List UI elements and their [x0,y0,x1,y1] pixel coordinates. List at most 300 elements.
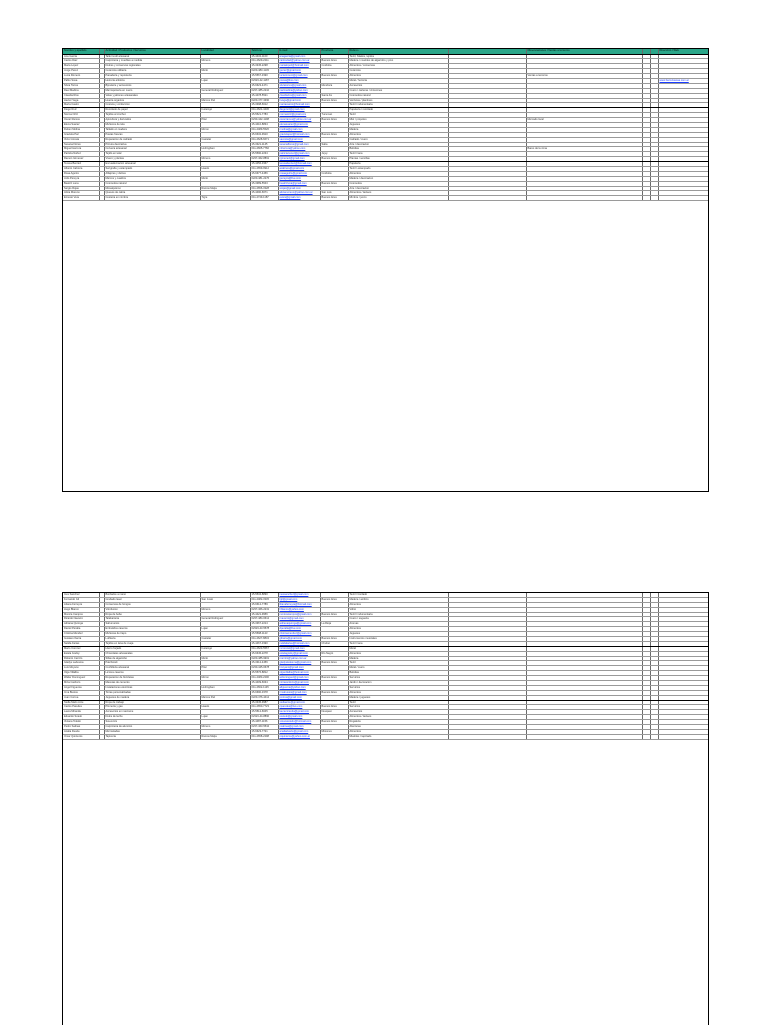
table-cell[interactable]: mirtacardozo@gmail.com [278,681,320,686]
table-cell: 0220-481-2276 [250,176,278,181]
table-cell[interactable]: lmoyano@gmail.com [278,666,320,671]
table-cell[interactable]: gladysledesma@gmail.com [278,661,320,666]
table-cell: Ropa de bebe [104,612,200,617]
table-cell[interactable]: jpereyra@live.com [278,176,320,181]
table-cell[interactable]: www.herreriasosa.com.ar [658,78,708,83]
table-cell: Muebles / tapizado [348,734,448,739]
column-header: Nombre y apellido [63,49,99,54]
table-cell: Verduras / plantines [348,98,448,103]
table-cell: Misiones [320,729,348,734]
table-cell: Moreno [200,59,250,64]
table-cell[interactable]: cparedes@live.com [278,705,320,710]
table-cell[interactable]: lilianaferreyra@hotmail.com [278,602,320,607]
table-cell: Marta Castro [63,103,99,108]
table-cell[interactable]: beatrizluna@gmail.com [278,181,320,186]
table-cell: Alberto Cabrera [63,166,99,171]
table-cell: Marcos y cuadros [104,176,200,181]
table-cell: Herreria artistica [104,78,200,83]
table-cell[interactable]: cristinamendez@gmail.com [278,632,320,637]
table-cell: Cesteria en mimbre [104,196,200,201]
table-cell[interactable]: olgavillalba@hotmail.com [278,671,320,676]
table-cell[interactable]: normaortiz@gmail.com [278,113,320,118]
table-cell: Moreno [200,725,250,730]
table-cell[interactable]: monicacampos@gmail.com [278,612,320,617]
table-cell[interactable]: patricianunez@gmail.com [278,152,320,157]
table-cell: General Rodriguez [200,88,250,93]
table-cell: 15-3345-2298 [250,64,278,69]
table-cell: 15-6612-7789 [250,602,278,607]
table-cell: Aromas [348,622,448,627]
table-cell: Buenos Aires [320,157,348,162]
table-cell: Buenos Aires [320,196,348,201]
table-cell[interactable]: psosa@live.com [278,78,320,83]
table-cell: Textil [348,661,448,666]
table-cell [448,196,526,201]
table-cell: Buenos Aires [320,74,348,79]
table-cell: Cuero / carteras / cinturones [348,88,448,93]
table-cell: 011-4665-7782 [250,147,278,152]
table-cell: Lucia Romero [63,74,99,79]
table-cell[interactable]: susanaflores@gmail.com [278,142,320,147]
table-cell: Julio Pereyra [63,176,99,181]
table-cell: Haedo [200,166,250,171]
table-cell: La Rioja [320,622,348,627]
table-cell: Tallado en madera [104,127,200,132]
table-cell: Ituzaingo [200,646,250,651]
table-cell[interactable]: mcoronel@gmail.com [278,646,320,651]
table-cell: Servicios [348,676,448,681]
table-cell: Lujan [200,627,250,632]
table-cell[interactable]: rosaaguirre@gmail.com [278,171,320,176]
table-cell: Embutidos caseros [104,627,200,632]
table-cell: Adriana Quiroga [63,622,99,627]
table-cell: Patricia Nuñez [63,152,99,157]
table-cell: 0237-463-5534 [250,725,278,730]
table-cell: Viviana Toledo [63,720,99,725]
table-cell: 011-4656-3328 [250,186,278,191]
table-cell: Tortas personalizadas [104,690,200,695]
table-cell [650,734,658,739]
table-cell: Walter Dominguez [63,676,99,681]
table-cell: 011-4659-9912 [250,166,278,171]
table-cell: 15-4410-8834 [250,122,278,127]
table-cell: Cosmetica natural [104,181,200,186]
table-cell: 011-4621-4430 [250,108,278,113]
table-cell: 15-6632-9910 [250,132,278,137]
contacts-table-1 [63,49,709,201]
table-cell: Hurlingham [200,685,250,690]
table-cell: Lujan [200,715,250,720]
table-cell: Velas y jabones artesanales [104,93,200,98]
table-cell: Moron [200,127,250,132]
table-cell[interactable]: esotelo@gmail.com [278,715,320,720]
table-cell[interactable]: stellaarce@gmail.com [278,700,320,705]
table-cell: Rosa Aguirre [63,171,99,176]
table-cell: Nelida Farias [63,641,99,646]
table-cell: Olga Villalba [63,671,99,676]
table-cell: 15-3312-4456 [250,661,278,666]
table-cell: Juguetes de madera [104,695,200,700]
table-cell: Textil / bordado [348,593,448,597]
table-cell[interactable]: rmolina@gmail.com [278,127,320,132]
table-cell: Sergio Rojas [63,186,99,191]
table-cell[interactable]: mherrera@yahoo.com [278,147,320,152]
table-cell: Ruben Molina [63,127,99,132]
table-cell: 15-6623-4471 [250,83,278,88]
table-cell[interactable]: hblanco@yahoo.com [278,607,320,612]
table-cell[interactable]: gibarra@gmail.com [278,637,320,642]
table-cell: Patchwork [104,661,200,666]
table-cell: 011-4658-2298 [250,734,278,739]
table-cell[interactable]: adrianaquiroga@gmail.com [278,622,320,627]
table-cell: Ines Sanchez [63,593,99,597]
table-cell: Carpinteria y muebles a medida [104,59,200,64]
table-cell: Ceramica utilitaria [104,69,200,74]
table-cell: Carlos Diaz [63,59,99,64]
table-cell: Alimentos [348,602,448,607]
column-header: Localidad [200,49,250,54]
table-cell[interactable]: diegoruiz@gmail.com [278,108,320,113]
table-cell: Marcos Paz [200,695,250,700]
table-cell: Vidrio [348,607,448,612]
table-cell: Irma Bustos [63,690,99,695]
table-cell[interactable] [658,734,708,739]
table-cell: Buenos Aires [320,59,348,64]
table-cell: Cosmetica [348,181,448,186]
table-cell [650,196,658,201]
table-cell: 15-4467-3390 [250,641,278,646]
table-cell[interactable]: irmabustos@gmail.com [278,690,320,695]
table-cell: 0220-476-4412 [250,695,278,700]
table-cell: 011-4482-3345 [250,597,278,602]
table-cell: Merlo [200,656,250,661]
table-cell: Ventas a terceros [526,74,642,79]
table-cell: Bebidas [348,671,448,676]
table-cell: Alimentos [348,690,448,695]
table-cell [526,196,642,201]
table-cell[interactable]: raulmedina@yahoo.com [278,88,320,93]
table-cell: 15-4487-1156 [250,720,278,725]
table-cell: Pedro Salinas [63,725,99,730]
table-cell: 0237-485-2210 [250,88,278,93]
column-header: Rubros [348,49,448,54]
table-cell: Mosaiquismo [104,186,200,191]
table-cell: Aberturas [348,725,448,730]
table-cell: Instalaciones electricas [104,685,200,690]
table-cell: 02323-42-1187 [250,78,278,83]
table-cell: Marroquineria en cuero [104,88,200,93]
table-cell: Roberto Carrizo [63,656,99,661]
table-cell: Buenos Aires [320,705,348,710]
table-cell: Ituzaingo [200,108,250,113]
table-cell: Tigre [200,196,250,201]
table-cell: 15-4478-5521 [250,93,278,98]
table-cell[interactable]: aliciamoreno@yahoo.com.ar [278,191,320,196]
table-cell: Mimbre / junco [348,196,448,201]
table-cell: Textil, hilados, tejidos [348,54,448,59]
table-cell: Buenos Aires [320,676,348,681]
table-cell: Buenos Aires [320,132,348,137]
table-cell[interactable]: rcarrizo@yahoo.com.ar [278,656,320,661]
table-cell: Elena Suarez [63,122,99,127]
table-cell[interactable]: inessanchez@gmail.com [278,593,320,597]
table-cell: 15-4490-6671 [250,191,278,196]
table-cell: Teresa Benitez [63,162,99,167]
table-cell[interactable]: evera@gmail.com [278,196,320,201]
table-cell: Santa Fe [320,93,348,98]
table-cell: Alimentos [348,171,448,176]
table-cell: 15-5534-8890 [250,593,278,597]
table-cell: General Rodriguez [200,617,250,622]
table-cell: Luthieria [104,637,200,642]
table-cell: Accesorios en macrame [104,710,200,715]
column-header: E-mail [278,49,320,54]
table-cell: Salta [320,142,348,147]
table-cell: Buenos Aires [320,720,348,725]
table-cell: Luis Moyano [63,666,99,671]
table-cell: Chocolates artesanales [104,651,200,656]
table-cell: Mendoza [320,83,348,88]
table-cell: Buenos Aires [320,661,348,666]
table-cell: 011-4749-1187 [250,196,278,201]
table-cell: Dulces y conservas regionales [104,64,200,69]
table-cell: Tapiceria [104,734,200,739]
table-cell: Costura y confeccion [104,103,200,108]
table-cell: Buenos Aires [320,612,348,617]
table-cell: 0230-442-1198 [250,118,278,123]
table-cell: Analia Duarte [63,729,99,734]
table-cell: Mirta Cardozo [63,681,99,686]
table-cell: Madera / acrilico [348,597,448,602]
table-cell: Alimentos / lacteos [348,715,448,720]
table-cell: Cuero / sogueria [348,617,448,622]
table-cell[interactable]: dperalta@live.com [278,627,320,632]
table-cell: 011-4628-6671 [250,137,278,142]
table-cell: 0220-483-1145 [250,69,278,74]
table-cell: Instrumentos musicales [348,637,448,642]
column-header: Observaciones / Ventas a terceros [526,49,642,54]
table-cell: 011-4662-1145 [250,685,278,690]
table-row [63,734,708,739]
table-cell: Ramos Mejia [200,734,250,739]
table-cell: Arte / decoracion [348,142,448,147]
table-cell: Servicios [348,705,448,710]
table-cell[interactable]: gracielapaz@hotmail.com [278,132,320,137]
table-cell: Muñecos de tela [104,122,200,127]
table-cell[interactable]: marialopez@hotmail.com [278,64,320,69]
table-row [63,196,708,201]
table-cell: Metal / cuero [348,666,448,671]
table-cell: Mermeladas [104,729,200,734]
spreadsheet-page-1 [62,48,709,492]
table-cell: 15-4421-9956 [250,612,278,617]
table-cell: Papeleria / reciclado [348,108,448,113]
table-cell: Graciela Paz [63,132,99,137]
table-cell: Accesorios [348,83,448,88]
table-cell: Vitrofusion [104,607,200,612]
table-cell: Moreno [200,157,250,162]
table-cell: 011-4483-2290 [250,676,278,681]
table-cell: Pablo Sosa [63,78,99,83]
table-cell: Moreno [200,607,250,612]
table-cell[interactable]: srojas@gmail.com [278,186,320,191]
table-cell: Bebidas [348,147,448,152]
table-cell: Alfajores y dulces [104,171,200,176]
table-cell: Neuquen [320,710,348,715]
table-cell: Madera [348,127,448,132]
table-cell[interactable]: estelagodoy@gmail.com [278,651,320,656]
table-cell: Maria Lopez [63,64,99,69]
table-cell[interactable] [658,196,708,201]
table-cell: Buenos Aires [320,597,348,602]
table-cell: Grabado laser [104,597,200,602]
table-cell: Accesorios [348,710,448,715]
table-cell: Ramon Gimenez [63,157,99,162]
table-cell [448,734,526,739]
table-cell: Alimentos [348,627,448,632]
column-header: Teléfono [250,49,278,54]
table-cell[interactable]: luciaromero@gmail.com [278,74,320,79]
table-cell[interactable]: nelidafarias@hotmail.com [278,641,320,646]
table-cell: Estela Godoy [63,651,99,656]
table-cell [526,734,642,739]
table-cell[interactable]: claudiarios@gmail.com [278,93,320,98]
table-cell: Serigrafia y estampado [104,166,200,171]
table-cell: 15-4409-6634 [250,681,278,686]
column-header: Provincia [320,49,348,54]
table-cell[interactable]: carlosdiaz@yahoo.com.ar [278,59,320,64]
table-cell: 011-4629-2211 [250,59,278,64]
table-cell[interactable]: hvega@gmail.com [278,98,320,103]
table-cell: Miel / propoleo [348,118,448,123]
table-cell: Moron [200,676,250,681]
table-cell: Raul Medina [63,88,99,93]
table-cell: Juguetes [348,632,448,637]
table-cell: 011-4627-8834 [250,637,278,642]
table-cell: Merlo [200,69,250,74]
table-cell[interactable]: anagarcia@gmail.com [278,54,320,59]
table-cell: 15-3321-1145 [250,142,278,147]
table-cell: Madera [348,656,448,661]
table-cell: Pilar [200,666,250,671]
table-cell[interactable]: martacastro@hotmail.com [278,103,320,108]
table-cell: Alimentos [348,729,448,734]
table-cell: Alimentos / conservas [348,64,448,69]
table-cell: Cordoba [320,171,348,176]
table-cell: 011-4623-5567 [250,646,278,651]
table-cell[interactable]: psalinas@gmail.com [278,725,320,730]
table-cell[interactable]: oscarramos@yahoo.com.ar [278,118,320,123]
table-cell: San Luis [320,191,348,196]
table-cell: Haedo [200,705,250,710]
table-cell: Castelar [200,137,250,142]
table-cell: Ropa de trabajo [104,700,200,705]
table-cell: Muñecas de trapo [104,632,200,637]
table-cell: Oscar Ramos [63,118,99,123]
table-cell[interactable]: jcorrea@gmail.com [278,695,320,700]
column-header: Actividad / Productos / Servicios [104,49,200,54]
table-cell[interactable]: fgil@gmail.com [278,597,320,602]
table-cell: Talabarteria [104,617,200,622]
table-cell: 15-5598-1123 [250,632,278,637]
table-cell: Plomeria y gas [104,705,200,710]
table-cell: 0237-462-8891 [250,157,278,162]
table-cell: Rio Negro [320,651,348,656]
table-cell: 0230-445-6678 [250,666,278,671]
table-cell: Textil [348,700,448,705]
table-cell[interactable]: rgimenez@gmail.com [278,157,320,162]
table-cell: Ana Garcia [63,54,99,59]
table-cell: Bijouterie y accesorios [104,83,200,88]
table-cell[interactable]: vacosta@gmail.com [278,137,320,142]
table-cell[interactable]: afigueroa@yahoo.com [278,685,320,690]
table-cell: Angel Figueroa [63,685,99,690]
table-cell: Tejidos en lana de oveja [104,641,200,646]
table-cell: Encuadernacion artesanal [104,162,200,167]
table-cell: Pintura decorativa [104,142,200,147]
table-cell: Madera / decoracion [348,176,448,181]
table-cell[interactable]: acabrera@gmail.com [278,166,320,171]
table-cell: Alimentos [348,74,448,79]
table-cell: 15-3367-2214 [250,622,278,627]
table-cell: Alicia Moreno [63,191,99,196]
column-header: Dirección / Web [658,49,708,54]
table-cell: Textil / estampado [348,166,448,171]
table-cell[interactable]: jperez@gmail.com [278,69,320,74]
table-cell: Buenos Aires [320,637,348,642]
table-cell: Quesos de cabra [104,191,200,196]
table-cell: Hugo Blanco [63,607,99,612]
table-cell[interactable]: rnavarro@gmail.com [278,617,320,622]
table-cell: Papeleria [348,162,448,167]
table-cell: Tejidos al crochet [104,113,200,118]
table-cell[interactable]: teresabenitez@hotmail.com [278,162,320,167]
table-cell: Miguel Herrera [63,147,99,152]
table-cell: Sahumerios [104,622,200,627]
table-cell: Claudia Rios [63,93,99,98]
spreadsheet-page-2 [62,592,709,1025]
table-cell: Madera / juguetes [348,695,448,700]
table-cell [320,734,348,739]
table-cell: Taller textil artesanal [104,54,200,59]
table-cell: Monica Campos [63,612,99,617]
table-cell: Beatriz Luna [63,181,99,186]
table-cell: Textil / lana [348,641,448,646]
table-cell: 15-5521-7783 [250,113,278,118]
table-cell[interactable]: oquinteros@yahoo.com.ar [278,734,320,739]
table-cell: Jujuy [320,152,348,157]
table-cell[interactable]: wdominguez@gmail.com [278,676,320,681]
table-cell: 0220-477-3390 [250,98,278,103]
table-cell[interactable]: analiaduarte@gmail.com [278,729,320,734]
table-cell: 15-3389-5543 [250,181,278,186]
table-cell: Arte / decoracion [348,186,448,191]
table-cell: Diego Ruiz [63,108,99,113]
table-cell[interactable]: vivianatoledo@hotmail.com [278,720,320,725]
table-cell: Huerta organica [104,98,200,103]
table-cell: 15-6677-4456 [250,171,278,176]
table-cell: Susana Flores [63,142,99,147]
table-cell: 15-5576-8812 [250,671,278,676]
table-cell: Lujan [200,78,250,83]
table-cell[interactable]: lauramiranda@gmail.com [278,710,320,715]
table-cell[interactable]: elenasuarez@gmail.com [278,122,320,127]
table-cell: Hurlingham [200,147,250,152]
table-cell: Ceramica [348,69,448,74]
table-cell: 15-6690-3378 [250,690,278,695]
table-cell: 011-4489-5520 [250,127,278,132]
table-cell[interactable]: silviatorres@gmail.com [278,83,320,88]
